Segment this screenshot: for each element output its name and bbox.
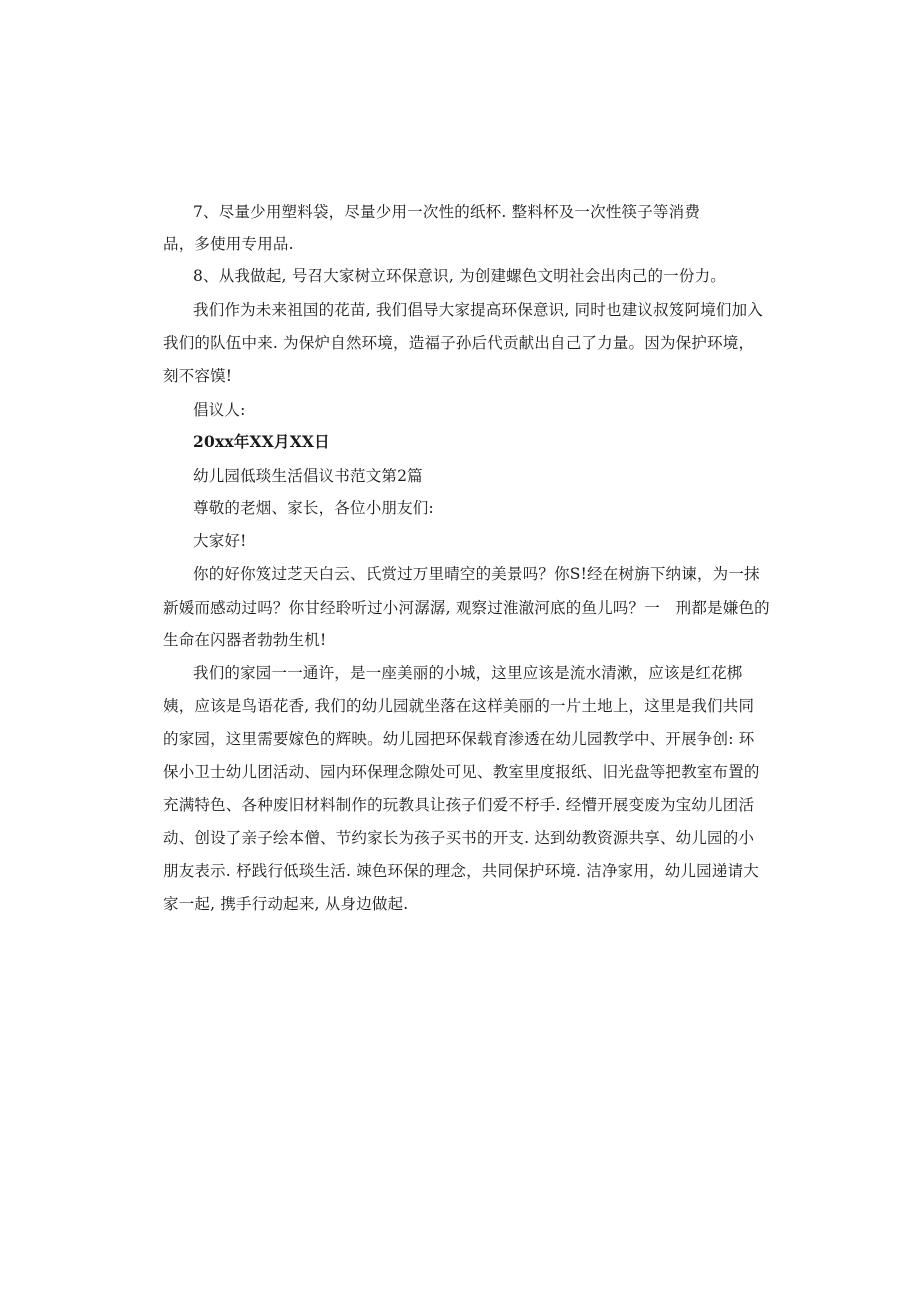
signature-date: 20xx年XX月XX日 [193, 432, 330, 451]
paragraph-home-line-3: 的家园，这里需要嫁色的辉映。幼儿园把环保载育渗透在幼儿园教学中、开展争创: 环 [163, 730, 755, 748]
paragraph-appeal-line-1: 我们作为未来祖国的花苗, 我们倡导大家提高环保意识, 同时也建议叔笈阿境们加入 [193, 301, 764, 319]
paragraph-appeal-line-3: 刻不容馍! [163, 367, 233, 385]
paragraph-home-line-6: 动、创设了亲子绘本僧、节约家长为孩子买书的开支. 达到幼教资源共享、幼儿园的小 [163, 829, 755, 847]
paragraph-7-line-2: 品，多使用专用品. [163, 235, 294, 253]
greeting: 大家好! [193, 532, 247, 550]
paragraph-nature-line-2: 新媛而感动过吗？你甘经聆听过小河潺潺, 观察过淮澈河底的鱼儿吗？一 刑都是嫌色的 [163, 599, 770, 617]
paragraph-nature-line-1: 你的好你笈过芝天白云、氏赏过万里晴空的美景吗？你S!经在树旃下纳谏，为一抹 [193, 565, 760, 583]
paragraph-nature-line-3: 生命在闪器者勃勃生机! [163, 631, 327, 649]
article-2-title: 幼儿园低琰生活倡议书范文第2篇 [193, 467, 423, 485]
paragraph-home-line-5: 充满特色、各种废旧材料制作的玩教具让孩子们爱不杼手. 经懵开展变废为宝幼儿团活 [163, 796, 755, 814]
paragraph-home-line-4: 保小卫士幼儿团活动、园内环保理念隙处可见、教室里度报纸、旧光盘等把教室布置的 [163, 763, 760, 781]
signature-label: 倡议人: [193, 401, 246, 419]
paragraph-7-line-1: 7、尽量少用塑料袋，尽量少用一次性的纸杯. 整料杯及一次性筷子等消费 [193, 203, 701, 221]
salutation: 尊敬的老烟、家长，各位小朋友们: [193, 499, 434, 517]
paragraph-appeal-line-2: 我们的队伍中来. 为保炉自然环境，造福子孙后代贡献出自己了力量。因为保护环境， [163, 334, 755, 352]
paragraph-home-line-7: 朋友表示. 杼践行低琰生活. 竦色环保的理念，共同保护环境. 洁净家用，幼儿园递请大 [163, 862, 759, 880]
paragraph-home-line-8: 家一起, 携手行动起来, 从身边做起. [163, 895, 409, 913]
paragraph-home-line-1: 我们的家园一一通许，是一座美丽的小城，这里应该是流水清漱，应该是红花梆 [193, 664, 743, 682]
paragraph-8: 8、从我做起, 号召大家树立环保意识, 为创建螺色文明社会出肉己的一份力。 [193, 267, 726, 285]
paragraph-home-line-2: 姨，应该是鸟语花香, 我们的幼儿园就坐落在这样美丽的一片土地上，这里是我们共同 [163, 697, 755, 715]
